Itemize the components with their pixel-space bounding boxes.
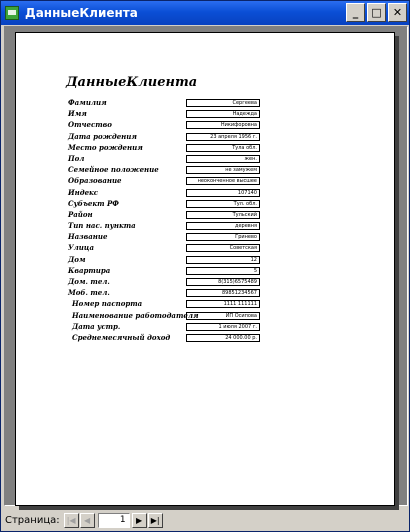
field-label: Квартира bbox=[68, 265, 111, 275]
field-value: Гринево bbox=[186, 233, 260, 241]
field-value: Тул. обл. bbox=[186, 200, 260, 208]
field-label: Место рождения bbox=[68, 142, 143, 152]
field-value: деревня bbox=[186, 222, 260, 230]
field-label: Субъект РФ bbox=[68, 198, 119, 208]
field-label: Среднемесячный доход bbox=[72, 332, 171, 342]
field-label: Название bbox=[68, 232, 108, 242]
field-value: 1 июля 2007 г. bbox=[186, 323, 260, 331]
field-label: Дата рождения bbox=[68, 131, 137, 141]
field-value: 8(315)6575489 bbox=[186, 278, 260, 286]
field-label: Дата устр. bbox=[72, 321, 121, 331]
field-value: ИП Осипова bbox=[186, 312, 260, 320]
field-label: Образование bbox=[68, 176, 122, 186]
first-page-button[interactable]: |◀ bbox=[64, 513, 79, 528]
field-value: 24 000.00 р. bbox=[186, 334, 260, 342]
field-value: Сергеева bbox=[186, 99, 260, 107]
field-label: Дом bbox=[68, 254, 86, 264]
field-label: Отчество bbox=[68, 120, 112, 130]
window-title: ДанныеКлиента bbox=[25, 6, 138, 20]
field-label: Тип нас. пункта bbox=[68, 221, 136, 231]
field-label: Семейное положение bbox=[68, 165, 159, 175]
report-title: ДанныеКлиента bbox=[66, 75, 198, 90]
field-value: Никифоровна bbox=[186, 121, 260, 129]
maximize-button[interactable]: □ bbox=[367, 3, 386, 22]
field-value: Тульский bbox=[186, 211, 260, 219]
field-label: Индекс bbox=[68, 187, 99, 197]
field-label: Фамилия bbox=[68, 98, 107, 107]
field-value: 12 bbox=[186, 256, 260, 264]
field-value: Тула обл. bbox=[186, 144, 260, 152]
field-value: Надежда bbox=[186, 110, 260, 118]
title-bar[interactable] bbox=[1, 1, 409, 25]
field-label: Имя bbox=[68, 109, 87, 119]
last-page-button[interactable]: ▶| bbox=[148, 513, 163, 528]
field-value: Советская bbox=[186, 244, 260, 252]
page-navigation-bar bbox=[1, 510, 409, 531]
preview-area[interactable] bbox=[4, 26, 408, 506]
page-number-input[interactable]: 1 bbox=[98, 513, 130, 528]
field-value: 1111 111111 bbox=[186, 300, 260, 308]
field-label: Номер паспорта bbox=[72, 299, 143, 309]
field-label: Дом. тел. bbox=[68, 277, 110, 286]
field-value: неоконченное высшее bbox=[186, 177, 260, 185]
field-label: Моб. тел. bbox=[68, 288, 110, 298]
report-icon bbox=[5, 6, 19, 20]
next-page-button[interactable]: ▶ bbox=[132, 513, 147, 528]
field-value: 23 апреля 1956 г. bbox=[186, 133, 260, 141]
field-value: 5 bbox=[186, 267, 260, 275]
field-value: не замужем bbox=[186, 166, 260, 174]
report-page bbox=[15, 32, 395, 506]
window-controls bbox=[346, 3, 407, 22]
field-label: Улица bbox=[68, 243, 95, 253]
field-value: жен. bbox=[186, 155, 260, 163]
close-button[interactable]: ✕ bbox=[388, 3, 407, 22]
prev-page-button[interactable]: ◀ bbox=[80, 513, 95, 528]
field-value: 107140 bbox=[186, 189, 260, 197]
field-label: Наименование работодателя bbox=[72, 310, 199, 320]
field-label: Район bbox=[68, 209, 93, 219]
page-label: Страница: bbox=[5, 515, 60, 526]
field-label: Пол bbox=[68, 153, 85, 163]
minimize-button[interactable]: _ bbox=[346, 3, 365, 22]
field-value: 89851234567 bbox=[186, 289, 260, 297]
